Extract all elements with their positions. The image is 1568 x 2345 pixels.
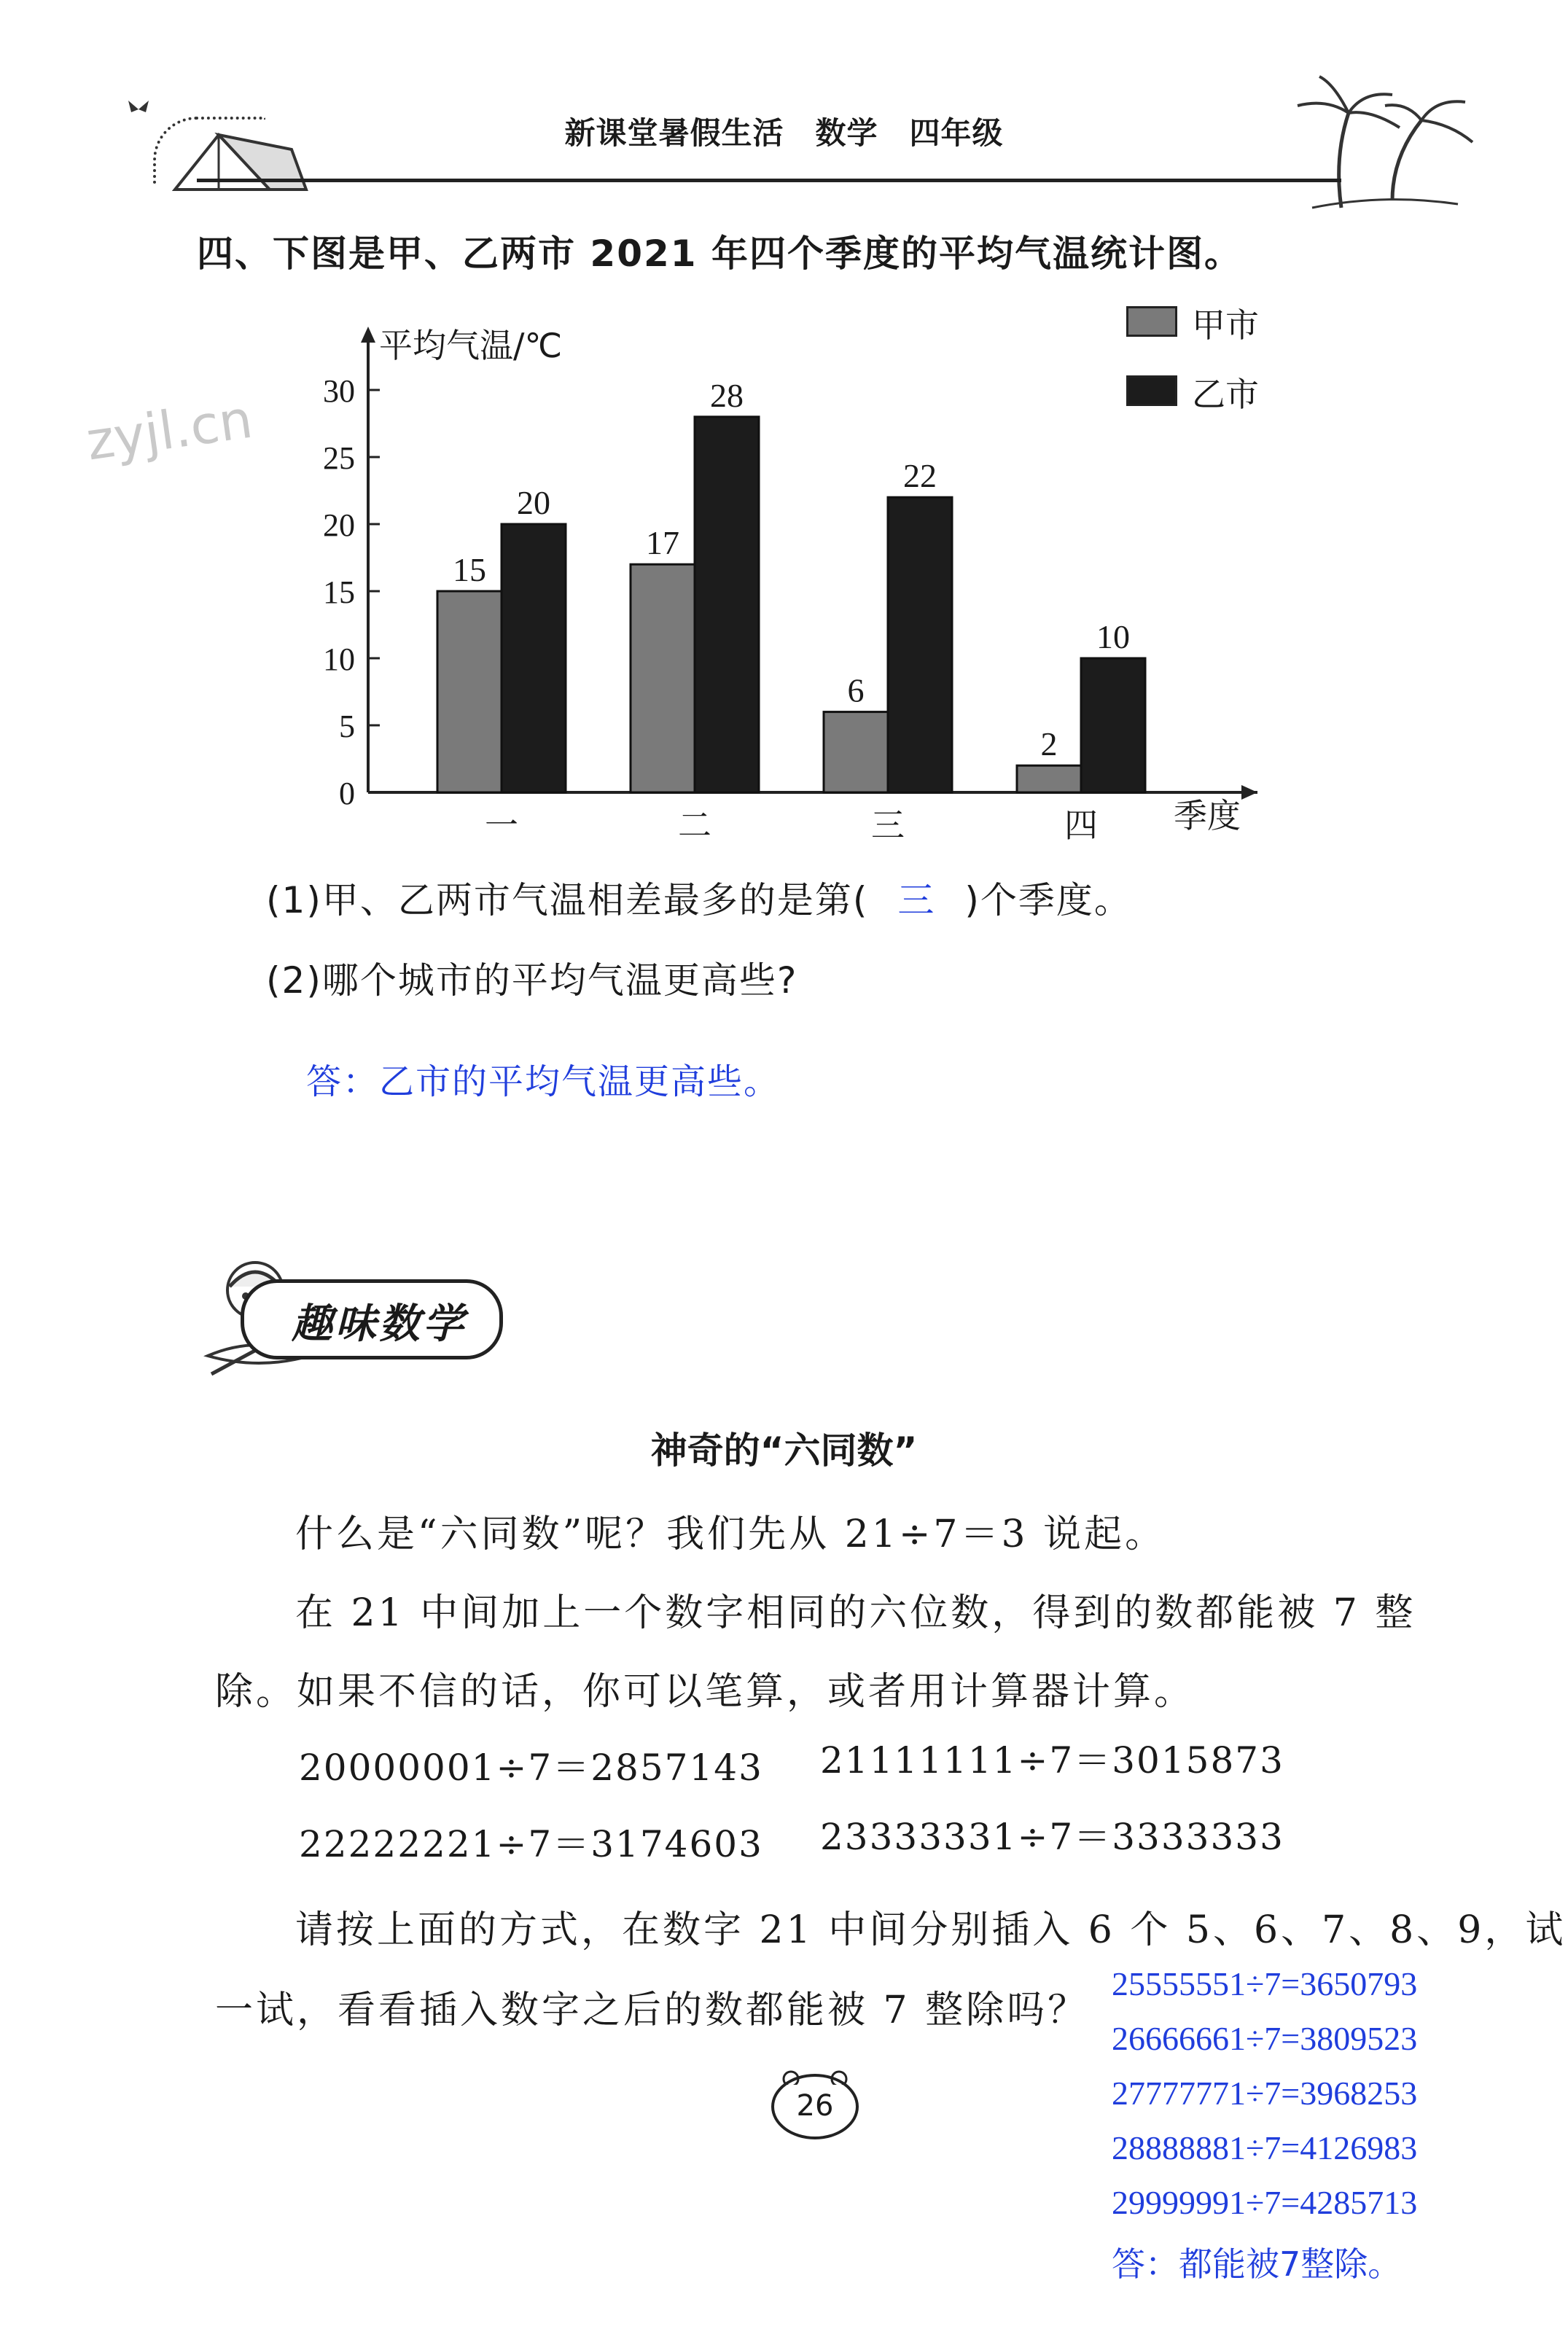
legend-label-yi: 乙市 [1192, 375, 1259, 414]
bar-value-label: 2 [1040, 725, 1058, 763]
category-label: 三 [871, 805, 905, 845]
legend-swatch-yi [1126, 375, 1177, 406]
y-axis-label: 平均气温/℃ [379, 326, 563, 365]
bar-value-label: 10 [1096, 618, 1130, 655]
bar-value-label: 28 [710, 376, 744, 414]
bar-value-label: 22 [903, 457, 937, 495]
bar-value-label: 20 [517, 484, 550, 521]
bar-value-label: 15 [453, 551, 486, 588]
y-tick-label: 20 [323, 507, 355, 543]
watermark: zyjl.cn [82, 388, 257, 472]
equation-4: 23333331÷7＝3333333 [820, 1816, 1284, 1858]
bar-value-label: 17 [646, 524, 679, 562]
bar-yi [1081, 658, 1145, 792]
temperature-bar-chart [0, 0, 1568, 875]
answer-line-4: 28888881÷7=4126983 [1112, 2129, 1418, 2166]
section-title: 四、下图是甲、乙两市 2021 年四个季度的平均气温统计图。 [197, 233, 1242, 275]
question-2: (2)哪个城市的平均气温更高些? [266, 959, 798, 1002]
equation-3: 22222221÷7＝3174603 [299, 1823, 763, 1865]
x-axis-label: 季度 [1174, 796, 1241, 835]
category-label: 二 [678, 805, 711, 845]
bar-jia [1017, 765, 1081, 792]
category-label: 一 [485, 805, 518, 845]
bar-jia [824, 712, 888, 792]
category-label: 四 [1064, 805, 1098, 845]
page-number: 26 [796, 2089, 834, 2123]
y-tick-label: 15 [323, 574, 355, 610]
question-1-suffix: )个季度。 [964, 879, 1132, 921]
answer-line-5: 29999991÷7=4285713 [1112, 2184, 1418, 2221]
answer-conclusion: 答：都能被7整除。 [1112, 2244, 1402, 2284]
answer-line-2: 26666661÷7=3809523 [1112, 2020, 1418, 2057]
equation-2: 21111111÷7＝3015873 [820, 1739, 1284, 1782]
answer-line-3: 27777771÷7=3968253 [1112, 2075, 1418, 2112]
question-1-answer: 三 [897, 879, 936, 921]
question-1-prefix: (1)甲、乙两市气温相差最多的是第( [266, 879, 869, 921]
y-tick-label: 30 [323, 373, 355, 409]
bar-yi [502, 524, 566, 792]
bar-jia [631, 564, 695, 792]
story-paragraph-2a: 在 21 中间加上一个数字相同的六位数，得到的数都能被 7 整 [295, 1591, 1416, 1635]
question-2-answer: 答：乙市的平均气温更高些。 [306, 1061, 781, 1102]
bar-jia [437, 591, 502, 792]
story-title: 神奇的“六同数” [650, 1429, 918, 1472]
story-paragraph-3a: 请按上面的方式，在数字 21 中间分别插入 6 个 5、6、7、8、9，试 [295, 1908, 1567, 1952]
story-paragraph-2b: 除。如果不信的话，你可以笔算，或者用计算器计算。 [215, 1670, 1195, 1714]
y-tick-label: 0 [339, 776, 355, 811]
story-paragraph-3b: 一试，看看插入数字之后的数都能被 7 整除吗？ [215, 1989, 1089, 2032]
question-1 [266, 871, 1132, 924]
equation-1: 20000001÷7＝2857143 [299, 1747, 763, 1789]
legend-label-jia: 甲市 [1192, 305, 1259, 345]
fun-math-badge-label: 趣味数学 [292, 1300, 467, 1348]
legend-swatch-jia [1126, 306, 1177, 337]
bar-yi [695, 417, 759, 792]
y-axis-arrow [361, 327, 375, 343]
bar-yi [888, 497, 952, 792]
y-tick-label: 10 [323, 641, 355, 677]
x-axis-arrow [1241, 785, 1257, 800]
bar-value-label: 6 [847, 671, 865, 709]
y-tick-label: 25 [323, 440, 355, 476]
header-title: 新课堂暑假生活 数学 四年级 [564, 115, 1004, 151]
answer-line-1: 25555551÷7=3650793 [1112, 1965, 1418, 2002]
y-tick-label: 5 [339, 709, 355, 744]
story-paragraph-1: 什么是“六同数”呢？我们先从 21÷7＝3 说起。 [295, 1513, 1166, 1556]
